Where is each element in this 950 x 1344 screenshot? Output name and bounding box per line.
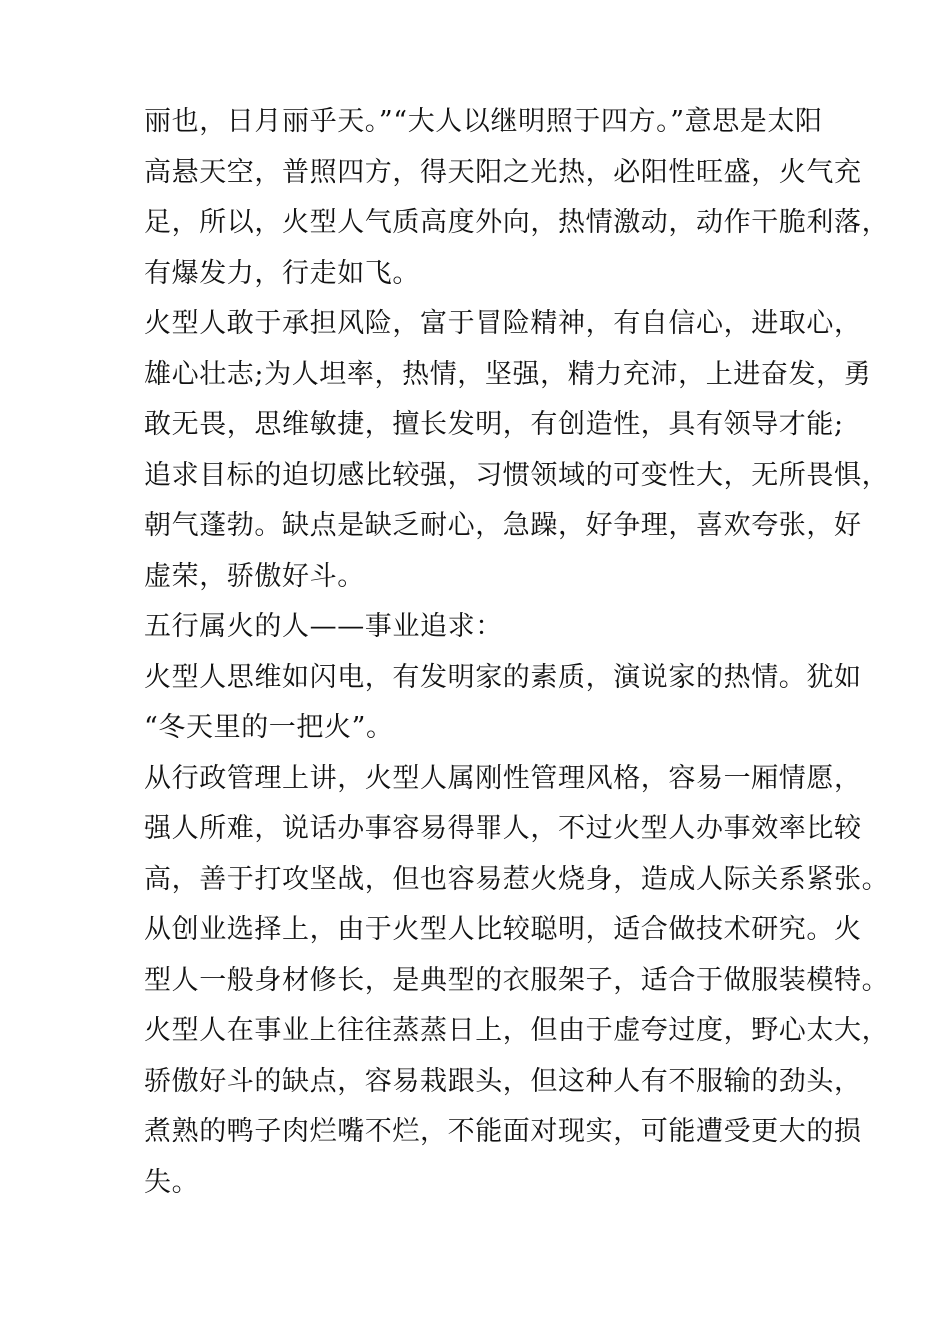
text-line: 火型人敢于承担风险，富于冒险精神，有自信心，进取心，	[144, 308, 862, 339]
section-heading: 五行属火的人——事业追求：	[144, 611, 503, 642]
text-line: 高悬天空，普照四方，得天阳之光热，必阳性旺盛，火气充	[144, 156, 862, 188]
text-line: 足，所以，火型人气质高度外向，热情激动，动作干脆利落，	[144, 207, 890, 238]
text-line: 丽也，日月丽乎天。”“大人以继明照于四方。”意思是太阳	[144, 106, 823, 137]
text-line: 型人一般身材修长，是典型的衣服架子，适合于做服装模特。	[144, 964, 890, 996]
text-line: 有爆发力，行走如飞。	[144, 257, 420, 289]
text-line: 火型人思维如闪电，有发明家的素质，演说家的热情。犹如	[144, 661, 862, 693]
text-line: 强人所难，说话办事容易得罪人，不过火型人办事效率比较	[144, 813, 862, 844]
text-line: 从创业选择上，由于火型人比较聪明，适合做技术研究。火	[144, 914, 862, 945]
text-line: 追求目标的迫切感比较强，习惯领域的可变性大，无所畏惧，	[144, 459, 890, 491]
text-line: 敢无畏，思维敏捷，擅长发明，有创造性，具有领导才能;	[144, 409, 844, 440]
text-line: “冬天里的一把火”。	[144, 712, 394, 743]
text-line: 火型人在事业上往往蒸蒸日上，但由于虚夸过度，野心太大，	[144, 1015, 890, 1046]
text-line: 雄心壮志;为人坦率，热情，坚强，精力充沛，上进奋发，勇	[144, 358, 872, 390]
text-line: 虚荣，骄傲好斗。	[144, 560, 365, 592]
text-line: 煮熟的鸭子肉烂嘴不烂，不能面对现实，可能遭受更大的损	[144, 1116, 862, 1147]
document-body	[144, 97, 890, 1208]
text-line: 朝气蓬勃。缺点是缺乏耐心，急躁，好争理，喜欢夸张，好	[144, 510, 862, 541]
text-line: 从行政管理上讲，火型人属刚性管理风格，容易一厢情愿，	[144, 762, 862, 794]
text-line: 失。	[144, 1166, 200, 1198]
text-line: 骄傲好斗的缺点，容易栽跟头，但这种人有不服输的劲头，	[144, 1065, 862, 1097]
text-line: 高，善于打攻坚战，但也容易惹火烧身，造成人际关系紧张。	[144, 863, 890, 895]
